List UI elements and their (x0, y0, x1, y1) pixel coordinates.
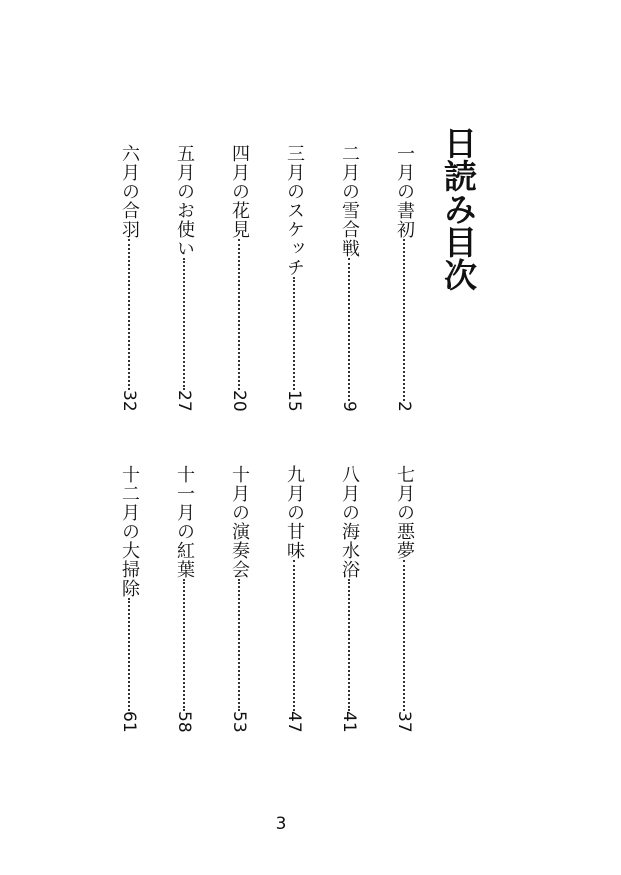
toc-entry-april[interactable] (225, 144, 253, 412)
toc-entry-february[interactable] (335, 144, 363, 412)
toc-entry-page: 47 (284, 711, 304, 733)
toc-entry-label: 六月の合羽 (119, 144, 140, 239)
dot-leader (293, 277, 295, 390)
dot-leader (403, 239, 405, 401)
toc-entry-may[interactable] (170, 144, 198, 412)
dot-leader (348, 258, 350, 401)
toc-entry-page: 32 (119, 390, 139, 412)
toc-entry-label: 七月の悪夢 (394, 465, 415, 560)
toc-entry-page: 61 (119, 711, 139, 733)
dot-leader (238, 239, 240, 390)
toc-entry-page: 53 (229, 711, 249, 733)
dot-leader (128, 239, 130, 390)
toc-entry-label: 二月の雪合戦 (339, 144, 360, 258)
dot-leader (293, 560, 295, 711)
dot-leader (238, 579, 240, 711)
toc-entry-page: 58 (174, 711, 194, 733)
toc-entry-label: 十二月の大掃除 (119, 465, 140, 598)
toc-entry-august[interactable] (335, 465, 363, 733)
toc-entry-september[interactable] (280, 465, 308, 733)
dot-leader (128, 598, 130, 711)
dot-leader (403, 560, 405, 711)
toc-entry-label: 五月のお使い (174, 144, 195, 258)
toc-entry-page: 41 (339, 711, 359, 733)
page-title: 日読み目次 (439, 126, 478, 291)
toc-entry-march[interactable] (280, 144, 308, 412)
toc-entry-june[interactable] (115, 144, 143, 412)
toc-entry-label: 十月の演奏会 (229, 465, 250, 579)
toc-entry-label: 一月の書初 (394, 144, 415, 239)
toc-entry-page: 37 (394, 711, 414, 733)
toc-entry-page: 2 (394, 401, 414, 412)
toc-entry-label: 八月の海水浴 (339, 465, 360, 579)
toc-entry-page: 20 (229, 390, 249, 412)
page-number: 3 (275, 814, 287, 834)
toc-entry-december[interactable] (115, 465, 143, 733)
toc-entry-label: 九月の甘味 (284, 465, 305, 560)
toc-entry-july[interactable] (390, 465, 418, 733)
toc-entry-label: 四月の花見 (229, 144, 250, 239)
dot-leader (183, 258, 185, 390)
toc-entry-october[interactable] (225, 465, 253, 733)
toc-entry-january[interactable] (390, 144, 418, 412)
dot-leader (183, 579, 185, 711)
toc-entry-page: 27 (174, 390, 194, 412)
toc-entry-november[interactable] (170, 465, 198, 733)
toc-entry-label: 十一月の紅葉 (174, 465, 195, 579)
toc-entry-page: 15 (284, 390, 304, 412)
toc-entry-page: 9 (339, 401, 359, 412)
toc-entry-label: 三月のスケッチ (284, 144, 305, 277)
dot-leader (348, 579, 350, 711)
